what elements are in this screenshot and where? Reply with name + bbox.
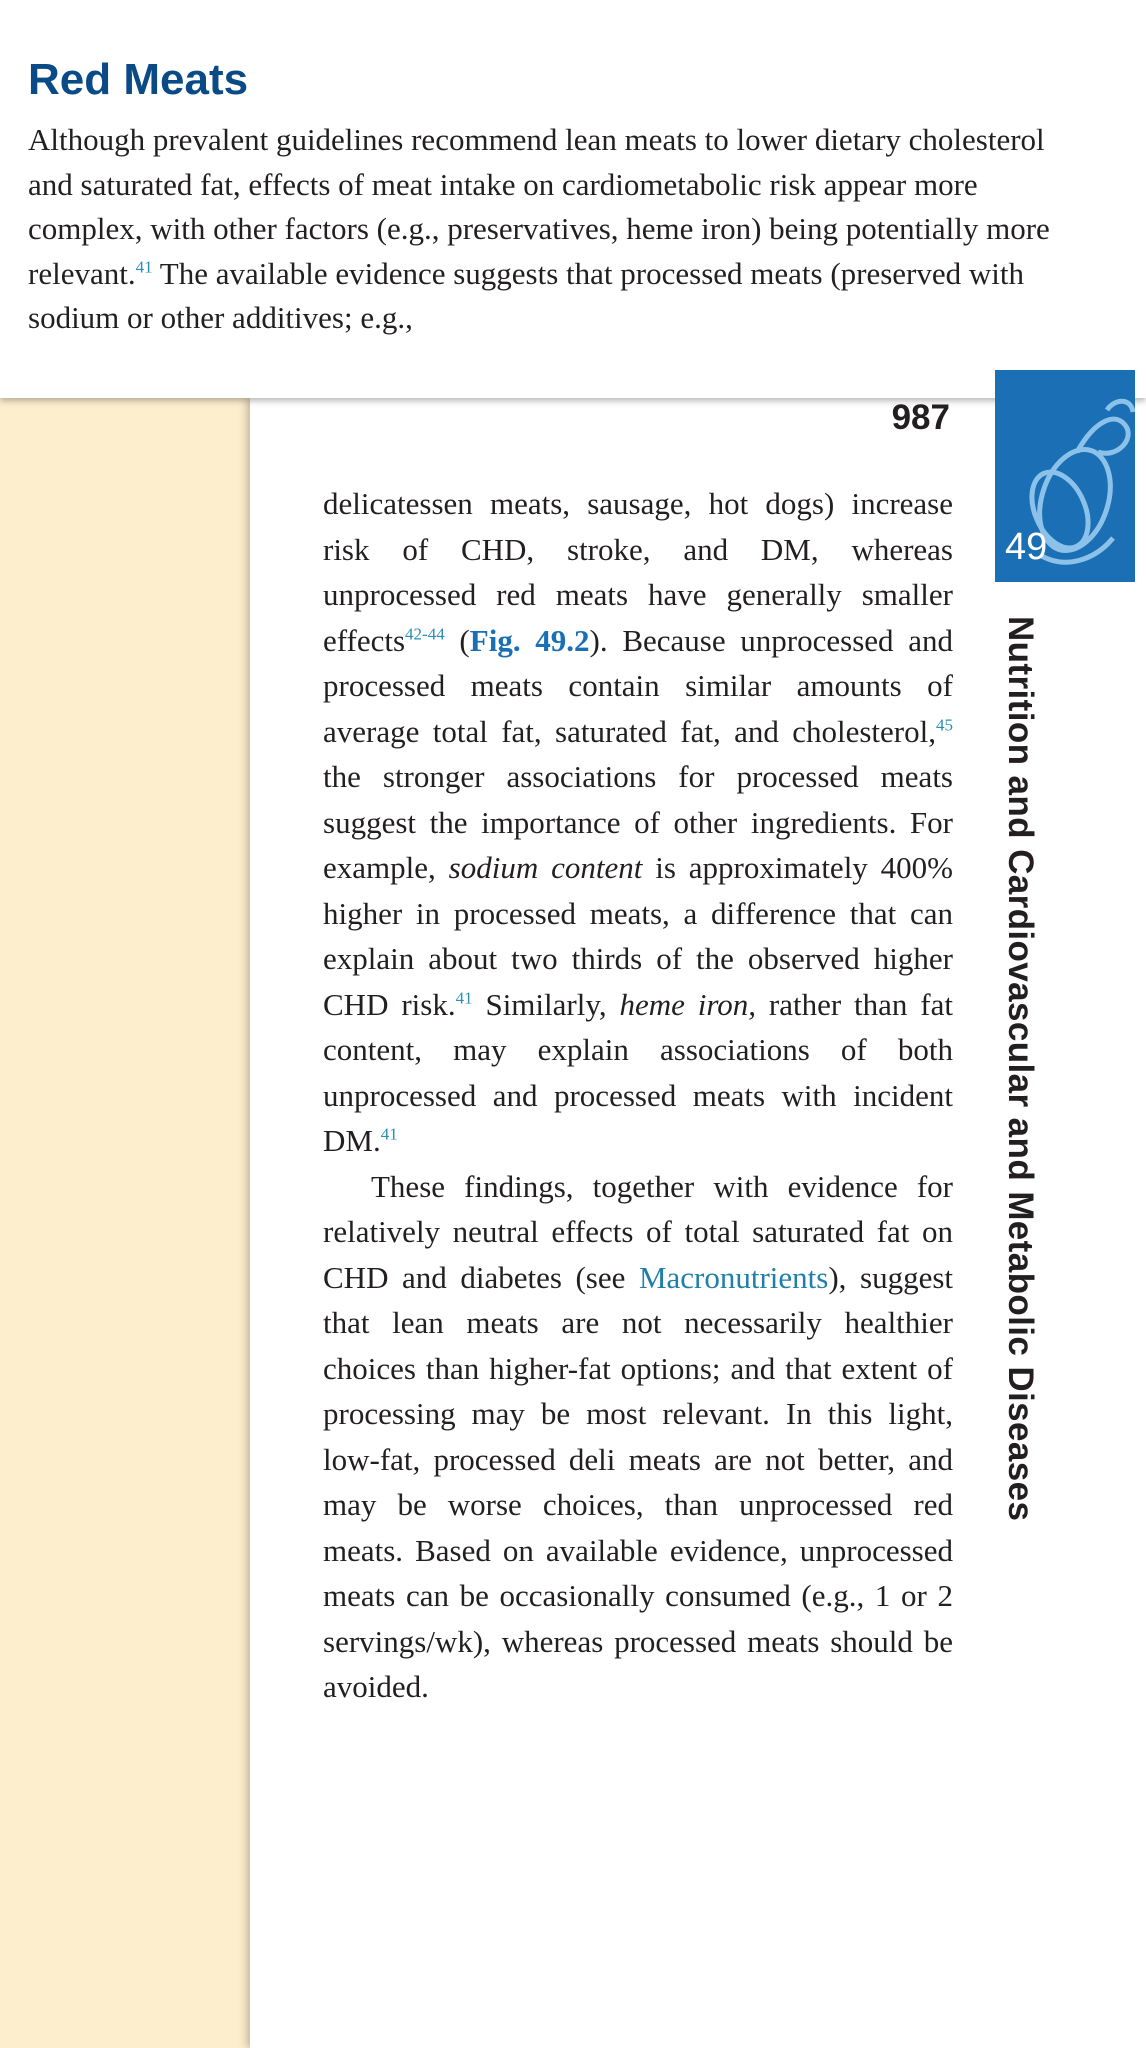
reference-42-44[interactable]: 42-44 [405,624,445,644]
intro-text-2: The available evidence suggests that processed meats (preserved with sodium or other additives; e.g., [28,255,1024,335]
text-span: the stronger associations for processed meats suggest the importance of other ingredients. For example, [323,759,953,885]
text-span: Similarly, [472,986,620,1022]
figure-link[interactable]: Fig. 49.2 [469,622,590,658]
macronutrients-link[interactable]: Macronutrients [638,1259,829,1295]
paragraph-processed-meats [323,481,953,1164]
text-span: rather than fat content, may explain associations of both unprocessed and processed meats with incident DM. [323,986,953,1158]
reference-41[interactable]: 41 [135,257,153,277]
intro-text-1: Although prevalent guidelines recommend lean meats to lower dietary cholesterol and saturated fat, effects of meat intake on cardiometabolic risk appear more complex, with other factors (e.g., preservatives, heme iron) being potentially more relevant. [28,122,1050,291]
section-heading: Red Meats [28,55,249,104]
emphasis-heme: heme iron, [619,986,757,1022]
text-span: delicatessen meats, sausage, hot dogs) increase risk of CHD, stroke, and DM, whereas unprocessed red meats have generally smaller effects [323,486,953,658]
text-span: ( [444,622,470,658]
paragraph-findings [323,1164,953,1710]
chapter-tab [995,370,1135,582]
page-number: 987 [891,398,950,437]
text-span: ). Because unprocessed and processed meats contain similar amounts of average total fat, saturated fat, and cholesterol, [323,622,953,749]
emphasis-sodium: sodium content [448,850,643,885]
page-margin-background [0,398,250,2048]
chapter-number: 49 [1005,526,1048,568]
reference-41[interactable]: 41 [455,988,473,1008]
text-span: These findings, together with evidence for relatively neutral effects of total saturated fat on CHD and diabetes (see [323,1168,953,1295]
reference-45[interactable]: 45 [936,715,953,735]
previous-page-excerpt [0,0,1146,398]
main-column [323,481,953,1710]
chapter-running-title: Nutrition and Cardiovascular and Metabolic Diseases [1001,616,1040,1522]
text-span: is approximately 400% higher in processed meats, a difference that can explain about two thirds of the observed higher CHD risk. [323,850,953,1022]
reference-41[interactable]: 41 [380,1124,398,1144]
text-span: ), suggest that lean meats are not necessarily healthier choices than higher-fat options; and that extent of processing may be most relevant. In this light, low-fat, processed deli meats are not better, and may be worse choices, than unprocessed red meats. Based on available evidence, unprocessed meats can be occasionally consumed (e.g., 1 or 2 servings/wk), whereas processed meats should be avoided. [323,1259,954,1704]
intro-paragraph [28,118,1088,341]
